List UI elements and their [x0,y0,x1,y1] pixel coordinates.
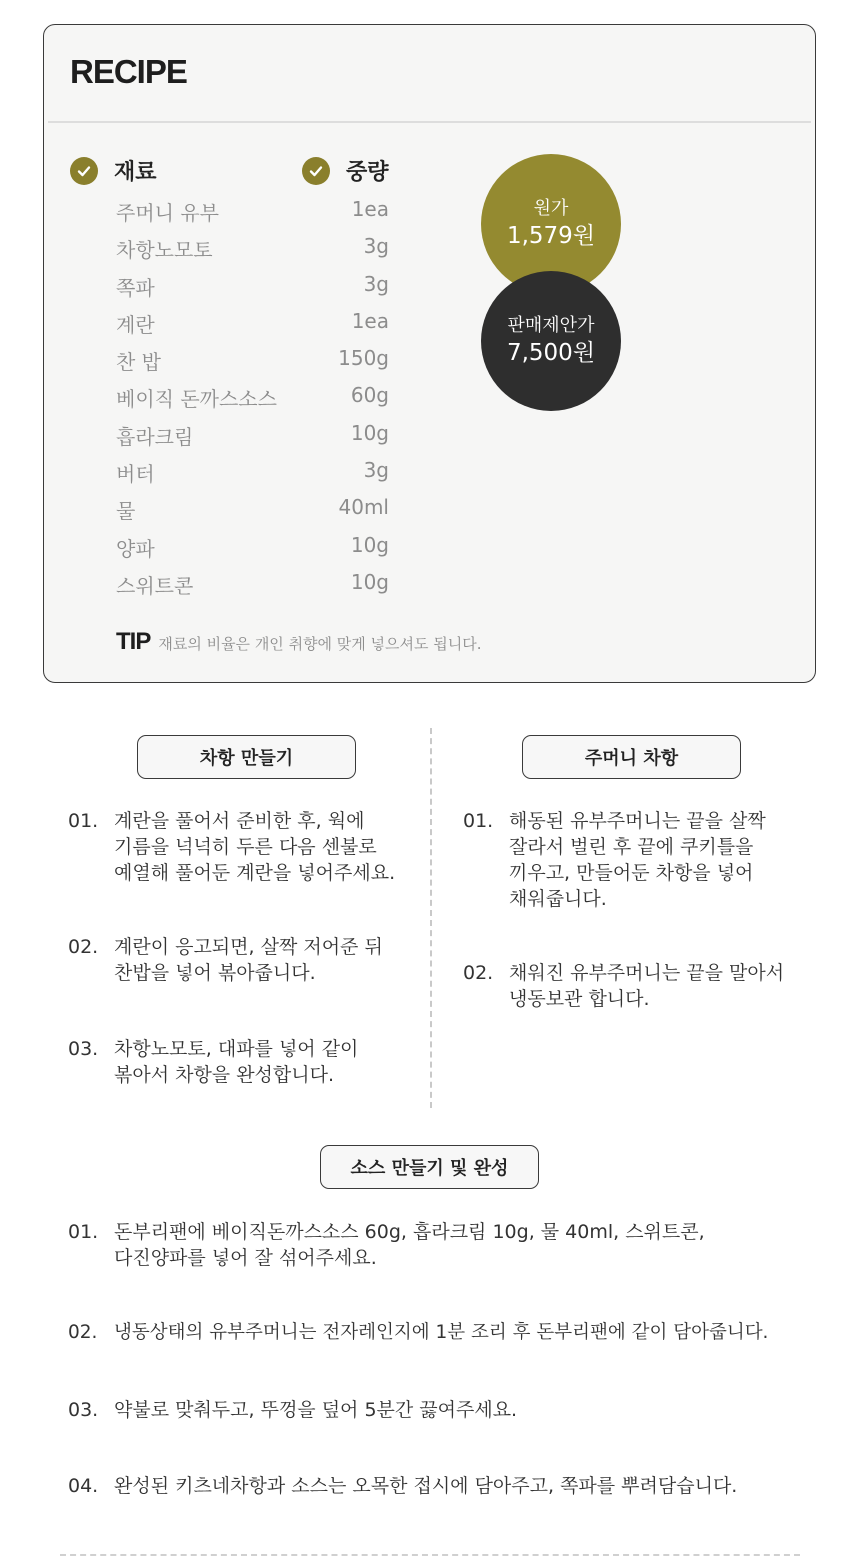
step-number: 01. [68,810,99,832]
ingredient-amount: 60g [350,383,389,408]
ingredient-row [116,458,389,495]
ingredient-row [116,234,389,271]
step-number: 03. [68,1399,99,1421]
step-text: 돈부리팬에 베이직돈까스소스 60g, 흡라크림 10g, 물 40ml, 스위트콘, 다진양파를 넣어 잘 섞어주세요. [114,1221,705,1269]
ingredient-row [116,272,389,309]
ingredient-row [116,197,389,234]
ingredient-name: 흡라크림 [116,424,194,449]
tip-text: 재료의 비율은 개인 취향에 맞게 넣으셔도 됩니다. [158,635,482,653]
ingredient-name: 양파 [116,536,155,561]
bottom-divider [60,1554,800,1556]
cost-value: 1,579원 [506,223,596,249]
step-number: 04. [68,1475,99,1497]
ingredient-header [70,155,157,186]
step-text: 완성된 키츠네차항과 소스는 오목한 접시에 담아주고, 쪽파를 뿌려담습니다. [114,1475,738,1497]
ingredient-row [116,383,389,420]
ingredient-row [116,309,389,346]
step-number: 02. [68,1322,98,1343]
column-divider [430,728,432,1108]
step-number: 01. [68,1221,99,1243]
tip [116,628,482,656]
weight-header-label: 중량 [346,160,389,185]
ingredient-header-label: 재료 [114,160,157,185]
ingredient-name: 물 [116,499,136,524]
recipe-title: RECIPE [70,53,187,90]
ingredient-name: 쪽파 [116,275,155,300]
ingredient-amount: 10g [350,532,389,557]
ingredient-name: 주머니 유부 [116,201,219,225]
ingredient-amount: 3g [363,458,389,483]
step-text: 냉동상태의 유부주머니는 전자레인지에 1분 조리 후 돈부리팬에 같이 담아줍니다. [114,1322,769,1343]
step-text: 해동된 유부주머니는 끝을 살짝 잘라서 벌린 후 끝에 쿠키틀을 끼우고, 만들어둔 차항을 넣어 채워줍니다. [509,810,766,910]
step-text: 약불로 맞춰두고, 뚜껑을 덮어 5분간 끓여주세요. [114,1399,518,1421]
ingredient-amount: 3g [363,271,389,296]
ingredient-name: 찬 밥 [116,350,161,375]
weight-header [302,155,389,186]
step-text: 계란이 응고되면, 살짝 저어준 뒤 찬밥을 넣어 볶아줍니다. [114,936,383,984]
section-title-sauce: 소스 만들기 및 완성 [320,1145,539,1189]
price-label: 판매제안가 [507,315,595,336]
ingredient-amount: 10g [350,569,389,594]
step-number: 02. [463,962,494,984]
step-number: 01. [463,810,494,832]
ingredient-amount: 1ea [351,197,389,221]
recipe-card [43,24,816,683]
price-circle [481,271,621,411]
section-title-pouch: 주머니 차항 [522,735,741,779]
section-title-chahang: 차항 만들기 [137,735,356,779]
ingredient-amount: 40ml [338,495,389,520]
ingredient-name: 스위트콘 [116,573,194,598]
step-number: 03. [68,1038,99,1060]
ingredient-name: 차항노모토 [116,238,213,263]
tip-label: TIP [116,628,151,655]
step-text: 계란을 풀어서 준비한 후, 웍에 기름을 넉넉히 두른 다음 센불로 예열해 풀어둔 계란을 넣어주세요. [114,810,396,884]
ingredient-amount: 150g [338,346,389,371]
price-value: 7,500원 [506,340,596,366]
step-number: 02. [68,936,99,958]
ingredient-list [116,197,389,607]
ingredient-row [116,570,389,607]
check-circle-icon [70,157,98,185]
ingredient-row [116,533,389,570]
ingredient-row [116,495,389,532]
ingredient-name: 계란 [116,312,155,337]
card-divider [48,121,811,123]
ingredient-name: 버터 [116,462,155,487]
cost-label: 원가 [533,198,569,219]
ingredient-row [116,421,389,458]
ingredient-row [116,346,389,383]
ingredient-amount: 3g [363,234,389,259]
ingredient-amount: 10g [350,420,389,445]
step-text: 차항노모토, 대파를 넣어 같이 볶아서 차항을 완성합니다. [114,1038,359,1086]
step-text: 채워진 유부주머니는 끝을 말아서 냉동보관 합니다. [509,962,785,1010]
ingredient-name: 베이직 돈까스소스 [116,387,277,412]
ingredient-amount: 1ea [351,308,389,333]
check-circle-icon [302,157,330,185]
